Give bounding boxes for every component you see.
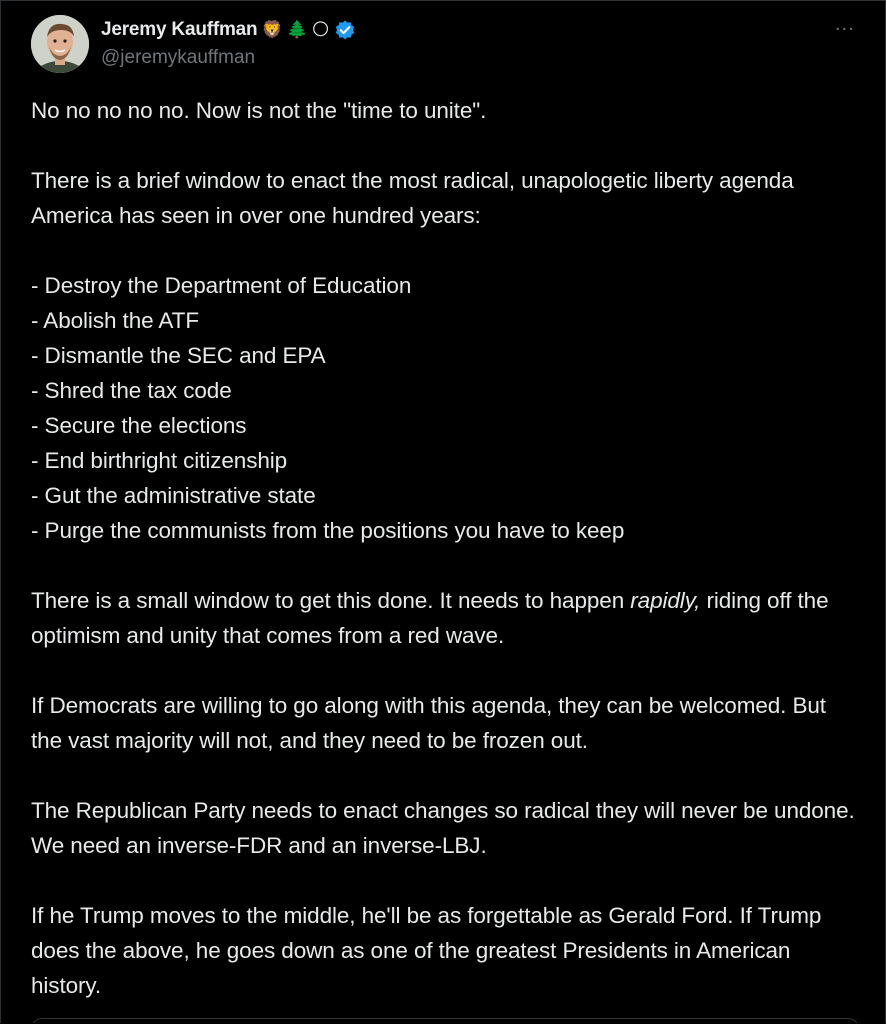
moon-emoji-icon: 🌕 bbox=[311, 20, 330, 40]
paragraph-3-end: riding off the optimism and unity that comes from a red wave. bbox=[31, 588, 829, 648]
display-name[interactable]: Jeremy Kauffman bbox=[101, 19, 258, 40]
name-row bbox=[101, 17, 356, 43]
paragraph-1: No no no no no. Now is not the "time to unite". bbox=[31, 98, 487, 123]
list-item: - Gut the administrative state bbox=[31, 483, 316, 508]
paragraph-6: If he Trump moves to the middle, he'll be as forgettable as Gerald Ford. If Trump does the above, he goes down as one of the greatest Presidents in American history. bbox=[31, 903, 822, 998]
avatar[interactable] bbox=[31, 15, 89, 73]
more-options-icon[interactable]: ··· bbox=[834, 19, 855, 40]
tree-emoji-icon: 🌲 bbox=[286, 20, 308, 40]
tweet-text bbox=[31, 93, 861, 1003]
list-item: - Destroy the Department of Education bbox=[31, 273, 412, 298]
list-item: - Dismantle the SEC and EPA bbox=[31, 343, 326, 368]
paragraph-2: There is a brief window to enact the most radical, unapologetic liberty agenda America has seen in over one hundred years: bbox=[31, 168, 794, 228]
user-handle[interactable]: @jeremykauffman bbox=[101, 47, 256, 68]
paragraph-4: If Democrats are willing to go along with this agenda, they can be welcomed. But the vast majority will not, and they need to be frozen out. bbox=[31, 693, 826, 753]
paragraph-5: The Republican Party needs to enact changes so radical they will never be undone. We need an inverse-FDR and an inverse-LBJ. bbox=[31, 798, 855, 858]
list-item: - Purge the communists from the positions you have to keep bbox=[31, 518, 625, 543]
paragraph-3 bbox=[31, 583, 861, 653]
list-item: - Shred the tax code bbox=[31, 378, 232, 403]
lion-emoji-icon: 🦁 bbox=[261, 20, 283, 40]
paragraph-3-start: There is a small window to get this done. It needs to happen bbox=[31, 588, 631, 613]
paragraph-3-emphasis: rapidly, bbox=[630, 588, 701, 613]
author-info bbox=[101, 17, 356, 69]
embedded-card-edge[interactable] bbox=[31, 1018, 859, 1023]
list-item: - Abolish the ATF bbox=[31, 308, 199, 333]
list-item: - End birthright citizenship bbox=[31, 448, 288, 473]
list-item: - Secure the elections bbox=[31, 413, 247, 438]
verified-badge-icon[interactable] bbox=[334, 19, 356, 41]
avatar-image bbox=[31, 15, 89, 73]
tweet-header bbox=[31, 13, 857, 73]
